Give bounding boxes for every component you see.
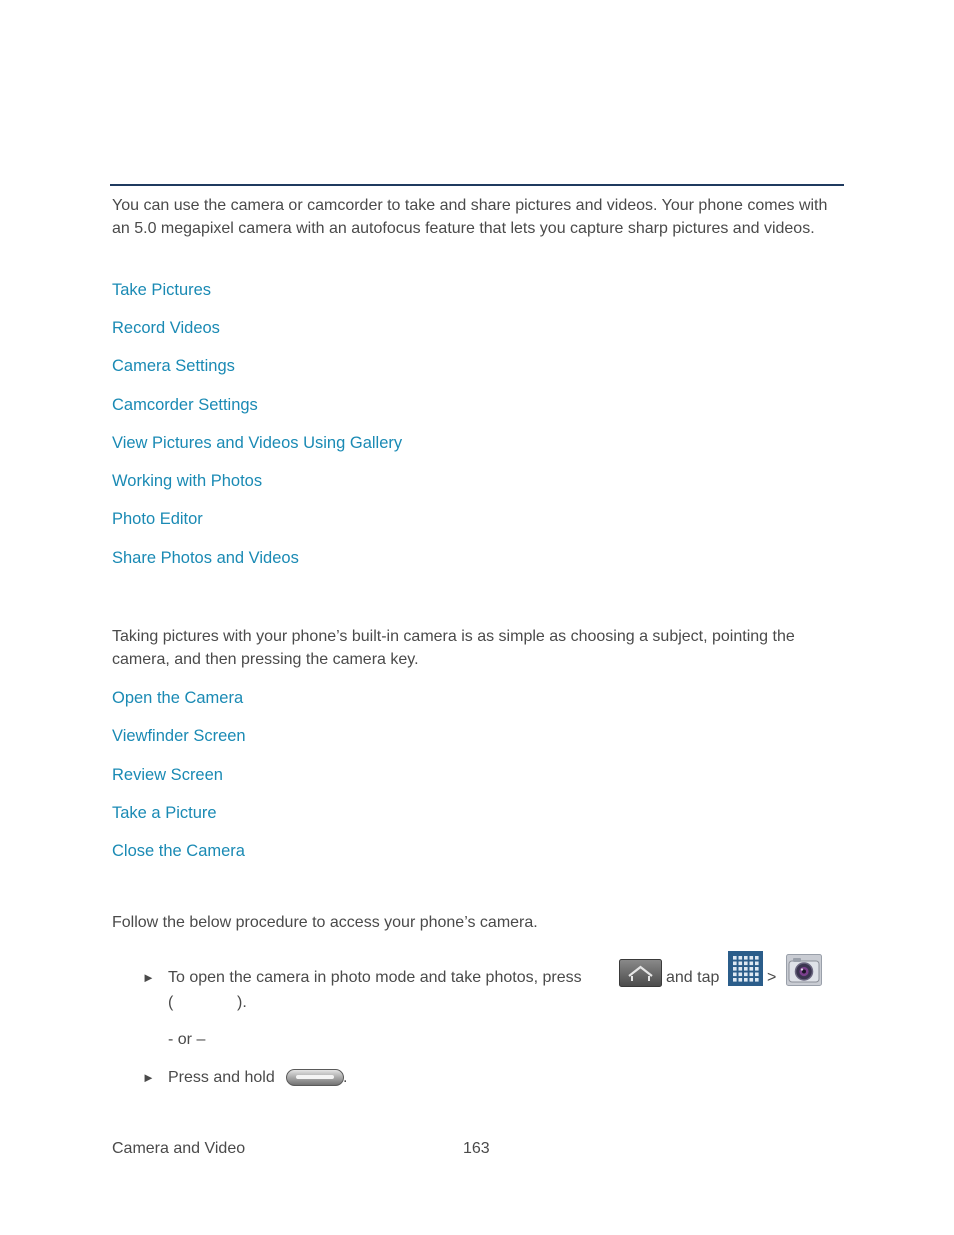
step-1-row (142, 969, 582, 987)
intro-paragraph: You can use the camera or camcorder to take and share pictures and videos. Your phone comes with an 5.0 megapixel camera with an autofocus feature that lets you capture sharp pictures and videos. (112, 197, 828, 237)
header-rule (110, 184, 844, 186)
home-key-icon (619, 959, 662, 987)
footer-page-number: 163 (463, 1140, 490, 1157)
toc-link-open-camera[interactable]: Open the Camera (112, 689, 244, 707)
step-1-text: To open the camera in photo mode and take photos, press (168, 969, 582, 986)
step-2-row (142, 1069, 275, 1087)
step-2-text: Press and hold (168, 1069, 275, 1086)
take-pictures-paragraph: Taking pictures with your phone’s built-in camera is as simple as choosing a subject, pointing the camera, and then pressing the camera key. (112, 628, 795, 668)
apps-grid-icon (728, 951, 763, 986)
step-1-paren-open: ( (168, 994, 174, 1011)
toc-link-share-photos[interactable]: Share Photos and Videos (112, 549, 299, 567)
toc-link-camera-settings[interactable]: Camera Settings (112, 357, 235, 375)
camera-app-icon (786, 954, 822, 986)
toc-link-review-screen[interactable]: Review Screen (112, 766, 223, 784)
bullet-marker: ► (142, 1070, 155, 1085)
toc-link-take-a-picture[interactable]: Take a Picture (112, 804, 217, 822)
toc-link-photo-editor[interactable]: Photo Editor (112, 510, 203, 528)
toc-link-record-videos[interactable]: Record Videos (112, 319, 220, 337)
or-separator: - or – (168, 1031, 206, 1048)
toc-link-view-pictures[interactable]: View Pictures and Videos Using Gallery (112, 434, 403, 452)
toc-link-take-pictures[interactable]: Take Pictures (112, 281, 212, 299)
step-2-end: . (343, 1069, 348, 1086)
open-camera-paragraph: Follow the below procedure to access your phone’s camera. (112, 914, 538, 931)
step-1-gt: > (767, 969, 777, 986)
toc-link-camcorder-settings[interactable]: Camcorder Settings (112, 396, 258, 414)
step-1-and-tap: and tap (666, 969, 720, 986)
camera-key-icon (286, 1069, 344, 1086)
step-1-paren-close: ). (237, 994, 247, 1011)
bullet-marker: ► (142, 970, 155, 985)
toc-link-viewfinder-screen[interactable]: Viewfinder Screen (112, 727, 246, 745)
footer-section: Camera and Video (112, 1140, 246, 1157)
toc-link-working-with-photos[interactable]: Working with Photos (112, 472, 263, 490)
toc-link-close-camera[interactable]: Close the Camera (112, 842, 245, 860)
